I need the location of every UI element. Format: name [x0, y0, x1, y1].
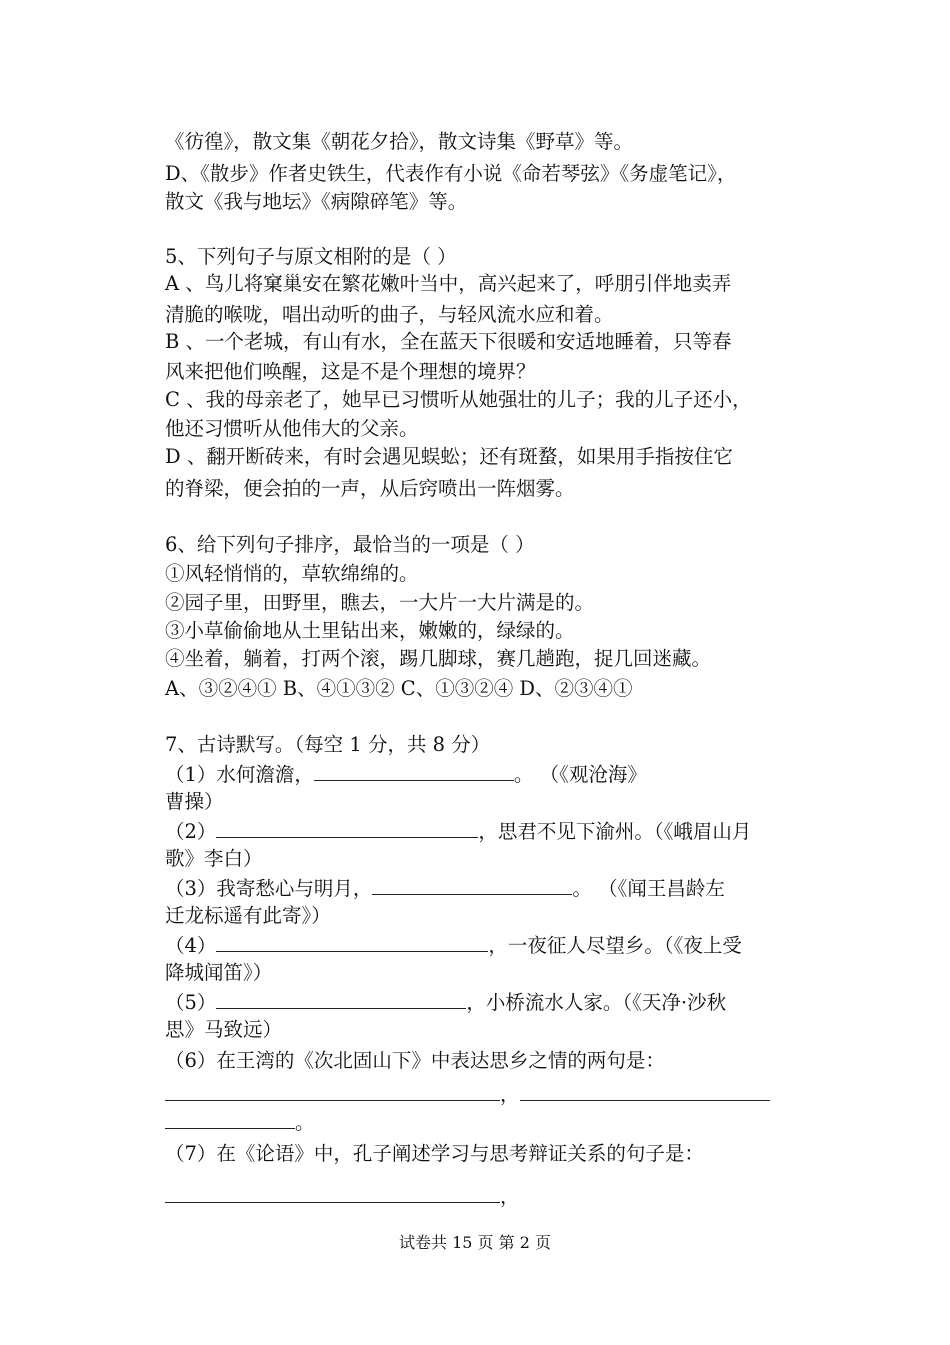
page-footer: 试卷共 15 页 第 2 页 — [399, 1233, 551, 1252]
text-line: （2） — [165, 820, 217, 843]
text-line: ， — [500, 1185, 520, 1208]
text-line: 曹操） — [165, 790, 224, 813]
sentence-3: ③小草偷偷地从土里钻出来，嫩嫩的，绿绿的。 — [165, 619, 575, 642]
option-b: B 、一个老城，有山有水，全在蓝天下很暖和安适地睡着，只等春 — [165, 330, 732, 353]
text-line: 《彷徨》，散文集《朝花夕拾》，散文诗集《野草》等。 — [165, 130, 634, 153]
answer-blank[interactable] — [165, 1080, 500, 1101]
text-line: 歌》李白） — [165, 847, 263, 870]
poem-item-3 — [165, 874, 785, 903]
poem-item-4 — [165, 931, 785, 960]
text-line: D、《散步》作者史铁生，代表作有小说《命若琴弦》《务虚笔记》， — [165, 162, 737, 185]
option-a: A 、鸟儿将窠巢安在繁花嫩叶当中，高兴起来了，呼朋引伴地卖弄 — [165, 272, 732, 295]
question-5-title: 5、下列句子与原文相附的是（ ） — [165, 245, 457, 268]
text-line: （4） — [165, 934, 217, 957]
answer-blank[interactable] — [372, 874, 572, 895]
text-line: 风来把他们唤醒，这是不是个理想的境界？ — [165, 360, 536, 383]
answer-blank[interactable] — [216, 931, 488, 952]
text-line: 。 （《闻王昌龄左 — [572, 877, 725, 900]
text-line: 的脊梁，便会拍的一声，从后窍喷出一阵烟雾。 — [165, 477, 575, 500]
poem-item-7: （7）在《论语》中，孔子阐述学习与思考辩证关系的句子是： — [165, 1142, 704, 1165]
text-line: 散文《我与地坛》《病隙碎笔》等。 — [165, 190, 468, 213]
answer-blank[interactable] — [314, 760, 514, 781]
poem-item-2 — [165, 817, 785, 846]
question-7-title: 7、古诗默写。（每空 1 分，共 8 分） — [165, 733, 491, 756]
poem-item-1 — [165, 760, 785, 789]
text-line: 。 （《观沧海》 — [513, 763, 647, 786]
text-line: 清脆的喉咙，唱出动听的曲子，与轻风流水应和着。 — [165, 303, 614, 326]
answer-blank[interactable] — [216, 817, 478, 838]
poem-item-7-answer — [165, 1182, 785, 1211]
sentence-4: ④坐着，躺着，打两个滚，踢几脚球，赛几趟跑，捉几回迷藏。 — [165, 647, 712, 670]
text-line: ， — [500, 1083, 520, 1106]
answer-blank[interactable] — [165, 1182, 500, 1203]
answer-blank[interactable] — [216, 988, 466, 1009]
question-6-options: A、③②④① B、④①③② C、①③②④ D、②③④① — [165, 677, 633, 700]
text-line: （5） — [165, 991, 217, 1014]
sentence-2: ②园子里，田野里，瞧去，一大片一大片满是的。 — [165, 591, 595, 614]
poem-item-5 — [165, 988, 785, 1017]
text-line: 。 — [295, 1111, 315, 1134]
poem-item-6-answer — [165, 1080, 785, 1109]
text-line: （1）水何澹澹， — [165, 763, 314, 786]
text-line: （3）我寄愁心与明月， — [165, 877, 373, 900]
text-line: ，一夜征人尽望乡。（《夜上受 — [488, 934, 742, 957]
text-line: ，小桥流水人家。（《天净·沙秋 — [466, 991, 727, 1014]
poem-item-6: （6）在王湾的《次北固山下》中表达思乡之情的两句是： — [165, 1049, 665, 1072]
option-d: D 、翻开断砖来，有时会遇见蜈蚣；还有斑蝥，如果用手指按住它 — [165, 445, 733, 468]
text-line: 他还习惯听从他伟大的父亲。 — [165, 417, 419, 440]
poem-item-6-answer-cont — [165, 1108, 785, 1137]
text-line: ，思君不见下渝州。（《峨眉山月 — [478, 820, 752, 843]
question-6-title: 6、给下列句子排序，最恰当的一项是（ ） — [165, 533, 535, 556]
text-line: 降城闻笛》） — [165, 961, 273, 984]
sentence-1: ①风轻悄悄的，草软绵绵的。 — [165, 562, 419, 585]
answer-blank[interactable] — [520, 1080, 770, 1101]
answer-blank[interactable] — [165, 1108, 295, 1129]
text-line: 迁龙标遥有此寄》） — [165, 904, 331, 927]
option-c: C 、我的母亲老了，她早已习惯听从她强壮的儿子；我的儿子还小， — [165, 388, 752, 411]
text-line: 思》马致远） — [165, 1018, 283, 1041]
